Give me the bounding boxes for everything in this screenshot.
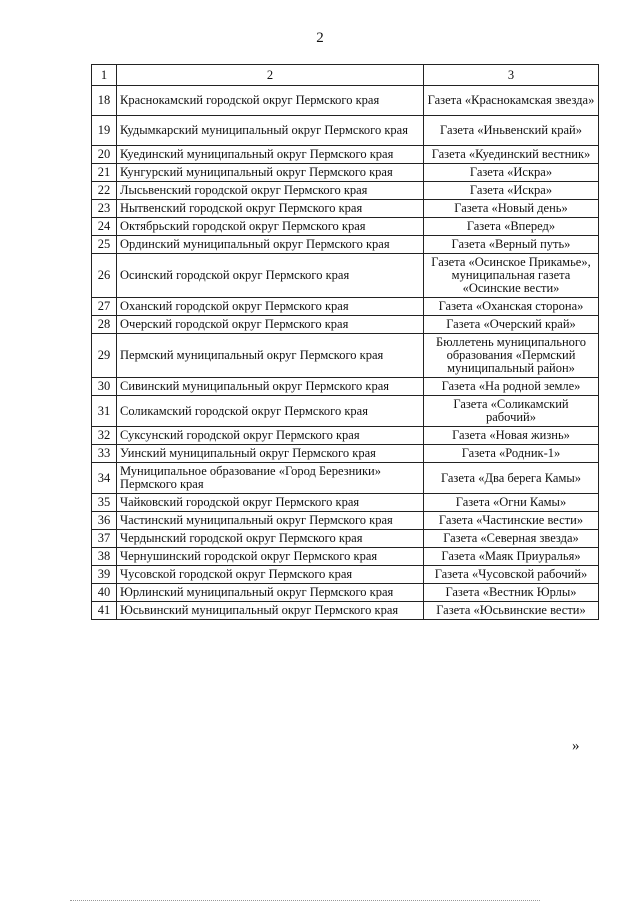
- table-row: [92, 584, 599, 602]
- row-number: 29: [92, 334, 117, 378]
- table-row: [92, 512, 599, 530]
- table-row: [92, 200, 599, 218]
- row-number: 31: [92, 396, 117, 427]
- closing-quote-mark: »: [572, 738, 580, 754]
- municipality-name: Пермский муниципальный округ Пермского края: [117, 334, 424, 378]
- row-number: 25: [92, 236, 117, 254]
- table-row: [92, 146, 599, 164]
- newspaper-name: Газета «Верный путь»: [424, 236, 599, 254]
- row-number: 27: [92, 298, 117, 316]
- row-number: 23: [92, 200, 117, 218]
- newspaper-name: Газета «Куединский вестник»: [424, 146, 599, 164]
- newspaper-name: Газета «Краснокамская звезда»: [424, 86, 599, 116]
- table-row: [92, 116, 599, 146]
- municipality-name: Частинский муниципальный округ Пермского края: [117, 512, 424, 530]
- header-col-3: 3: [424, 65, 599, 86]
- municipality-name: Лысьвенский городской округ Пермского края: [117, 182, 424, 200]
- row-number: 36: [92, 512, 117, 530]
- table-row: [92, 378, 599, 396]
- newspaper-name: Газета «Огни Камы»: [424, 494, 599, 512]
- row-number: 41: [92, 602, 117, 620]
- footer-divider: [70, 900, 540, 901]
- municipality-name: Муниципальное образование «Город Березники» Пермского края: [117, 463, 424, 494]
- row-number: 24: [92, 218, 117, 236]
- row-number: 39: [92, 566, 117, 584]
- row-number: 28: [92, 316, 117, 334]
- row-number: 26: [92, 254, 117, 298]
- newspaper-name: Газета «Новая жизнь»: [424, 427, 599, 445]
- municipality-name: Юсьвинский муниципальный округ Пермского края: [117, 602, 424, 620]
- newspaper-name: Газета «Частинские вести»: [424, 512, 599, 530]
- table-row: [92, 254, 599, 298]
- newspaper-name: Газета «Осинское Прикамье», муниципальная газета «Осинские вести»: [424, 254, 599, 298]
- newspaper-name: Газета «Два берега Камы»: [424, 463, 599, 494]
- table-row: [92, 463, 599, 494]
- municipality-name: Кунгурский муниципальный округ Пермского края: [117, 164, 424, 182]
- table-row: [92, 298, 599, 316]
- row-number: 37: [92, 530, 117, 548]
- row-number: 18: [92, 86, 117, 116]
- municipality-name: Чердынский городской округ Пермского края: [117, 530, 424, 548]
- newspaper-name: Газета «Вестник Юрлы»: [424, 584, 599, 602]
- newspaper-name: Газета «Новый день»: [424, 200, 599, 218]
- table-row: [92, 566, 599, 584]
- municipality-name: Осинский городской округ Пермского края: [117, 254, 424, 298]
- table-row: [92, 427, 599, 445]
- row-number: 40: [92, 584, 117, 602]
- newspaper-name: Газета «Искра»: [424, 164, 599, 182]
- table-row: [92, 182, 599, 200]
- municipality-name: Сивинский муниципальный округ Пермского края: [117, 378, 424, 396]
- newspaper-name: Газета «Оханская сторона»: [424, 298, 599, 316]
- page-number: 2: [316, 30, 324, 46]
- municipality-name: Юрлинский муниципальный округ Пермского края: [117, 584, 424, 602]
- table-row: [92, 86, 599, 116]
- newspaper-name: Газета «Иньвенский край»: [424, 116, 599, 146]
- table-row: [92, 396, 599, 427]
- table-body: [92, 86, 599, 620]
- municipality-name: Краснокамский городской округ Пермского края: [117, 86, 424, 116]
- row-number: 32: [92, 427, 117, 445]
- newspaper-name: Газета «На родной земле»: [424, 378, 599, 396]
- row-number: 35: [92, 494, 117, 512]
- newspaper-name: Бюллетень муниципального образования «Пермский муниципальный район»: [424, 334, 599, 378]
- newspaper-name: Газета «Северная звезда»: [424, 530, 599, 548]
- table-row: [92, 602, 599, 620]
- table-row: [92, 236, 599, 254]
- newspaper-table: [91, 64, 599, 620]
- newspaper-name: Газета «Родник-1»: [424, 445, 599, 463]
- municipality-name: Уинский муниципальный округ Пермского края: [117, 445, 424, 463]
- newspaper-name: Газета «Маяк Приуралья»: [424, 548, 599, 566]
- table-row: [92, 164, 599, 182]
- row-number: 30: [92, 378, 117, 396]
- table-row: [92, 548, 599, 566]
- newspaper-name: Газета «Очерский край»: [424, 316, 599, 334]
- table-row: [92, 218, 599, 236]
- newspaper-name: Газета «Соликамский рабочий»: [424, 396, 599, 427]
- newspaper-name: Газета «Чусовской рабочий»: [424, 566, 599, 584]
- header-col-1: 1: [92, 65, 117, 86]
- municipality-name: Чайковский городской округ Пермского края: [117, 494, 424, 512]
- row-number: 34: [92, 463, 117, 494]
- row-number: 19: [92, 116, 117, 146]
- newspaper-name: Газета «Искра»: [424, 182, 599, 200]
- table-row: [92, 445, 599, 463]
- row-number: 20: [92, 146, 117, 164]
- row-number: 38: [92, 548, 117, 566]
- table-row: [92, 494, 599, 512]
- municipality-name: Суксунский городской округ Пермского края: [117, 427, 424, 445]
- newspaper-name: Газета «Вперед»: [424, 218, 599, 236]
- table-row: [92, 316, 599, 334]
- municipality-name: Очерский городской округ Пермского края: [117, 316, 424, 334]
- header-col-2: 2: [117, 65, 424, 86]
- municipality-name: Соликамский городской округ Пермского края: [117, 396, 424, 427]
- municipality-name: Чернушинский городской округ Пермского края: [117, 548, 424, 566]
- municipality-name: Куединский муниципальный округ Пермского края: [117, 146, 424, 164]
- row-number: 33: [92, 445, 117, 463]
- newspaper-name: Газета «Юсьвинские вести»: [424, 602, 599, 620]
- municipality-name: Нытвенский городской округ Пермского края: [117, 200, 424, 218]
- table-row: [92, 334, 599, 378]
- table-header-row: [92, 65, 599, 86]
- municipality-name: Октябрьский городской округ Пермского края: [117, 218, 424, 236]
- municipality-name: Оханский городской округ Пермского края: [117, 298, 424, 316]
- row-number: 21: [92, 164, 117, 182]
- municipality-name: Кудымкарский муниципальный округ Пермского края: [117, 116, 424, 146]
- row-number: 22: [92, 182, 117, 200]
- municipality-name: Ординский муниципальный округ Пермского края: [117, 236, 424, 254]
- table-row: [92, 530, 599, 548]
- municipality-name: Чусовской городской округ Пермского края: [117, 566, 424, 584]
